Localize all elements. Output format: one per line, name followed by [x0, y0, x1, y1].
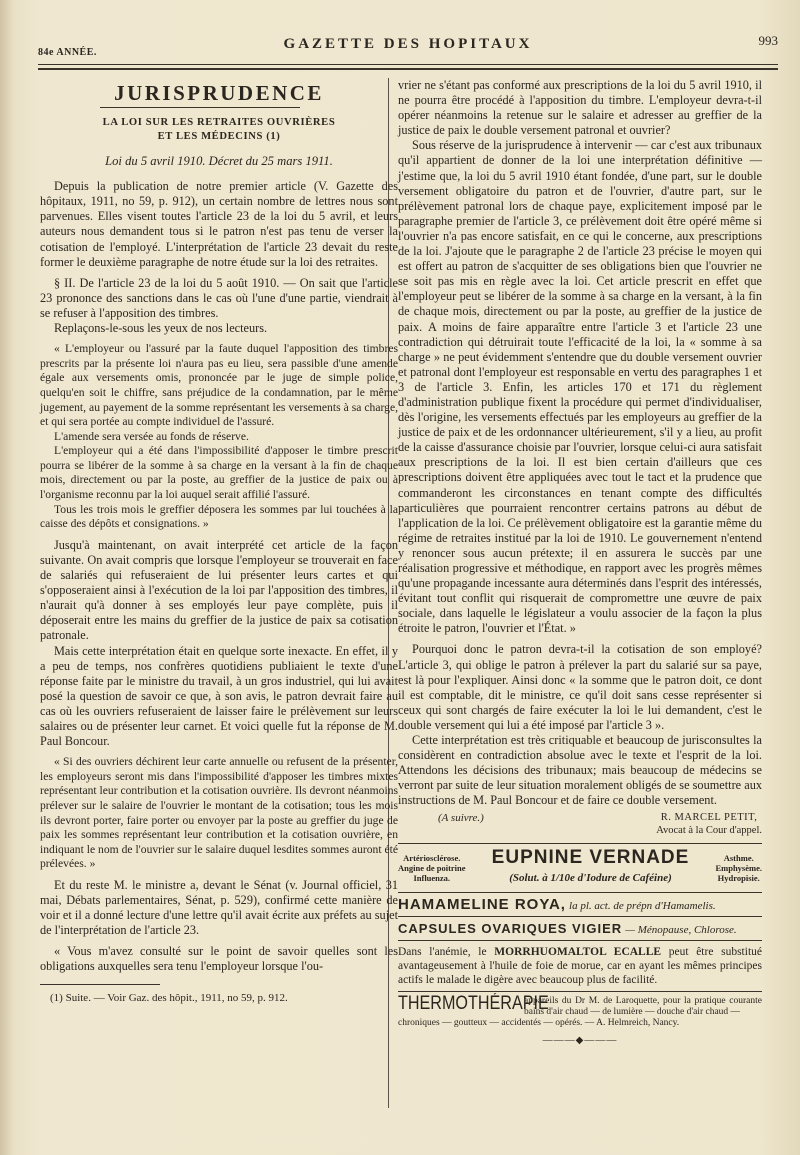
paragraph: Pourquoi donc le patron devra-t-il la cotisation de son employé? L'article 3, qui oblige le patron à prélever la part du salarié sur sa paye, est là pour l'expliquer. Ainsi donc « la somme que le patron doit, ce dont il est comptable, dit le ministre, ce qu'il doit sans cesse représenter si ceux qui sont chargés de faire exécuter la loi le lui demandent, c'est le double versement qui lui a été imposé par l'article 3 ».	[398, 642, 762, 732]
ad-subtext: (Solut. à 1/10e d'Iodure de Caféine)	[509, 871, 672, 884]
header-rule-bottom	[38, 68, 778, 70]
minister-quote: « Si des ouvriers déchirent leur carte annuelle ou refusent de la présenter, les employeurs seront mis dans l'impossibilité d'apposer les timbres mixtes représentant leur contribution et la cotisation ouvrière. Ils devront néanmoins prélever sur le salaire de l'ouvrier le montant de la cotisation; tous les mois ils devront porter, faire porter ou envoyer par la poste au greffier du juge de paix les sommes représentant leur contribution et la cotisation ouvrière, en indiquant le nom de l'ouvrier sur le salaire duquel lesdites sommes auront été prélevées. »	[40, 755, 399, 871]
ad-brand: EUPNINE VERNADE	[491, 846, 690, 868]
ad-eupnine	[398, 843, 762, 888]
ad-brand: HAMAMELINE ROYA,	[398, 895, 566, 913]
ad-brand: MORRHUOMALTOL ECALLE	[494, 945, 662, 958]
ad-text: Angine de poitrine	[398, 862, 466, 873]
section-title: JURISPRUDENCE	[114, 81, 324, 105]
ad-subtext: la pl. act. de prépn d'Hamamelis.	[569, 899, 716, 912]
ad-eupnine-left	[398, 853, 466, 883]
paragraph: Replaçons-le-sous les yeux de nos lecteurs.	[54, 321, 268, 336]
paragraph: Depuis la publication de notre premier article (V. Gazette des hôpitaux, 1911, no 59, p. 912), un certain nombre de lettres nous sont parvenues. Elles visent toutes l'article 23 de la loi du 5 avril, et leurs auteurs nous demandent tous si le patron n'est pas tenu de verser la cotisation de l'employé. L'interprétation de l'article 23 devait du reste former le deuxième paragraphe de notre étude sur la loi des retraites.	[40, 179, 398, 269]
header-rule-top	[38, 64, 778, 65]
page-number: 993	[758, 33, 778, 48]
left-column	[40, 78, 398, 1007]
signature-block	[398, 811, 762, 837]
ad-text: Influenza.	[413, 872, 451, 883]
quote-paragraph: « L'employeur ou l'assuré par la faute duquel l'apposition des timbres prescrits par la présente loi n'aura pas eu lieu, sera passible d'une amende égale aux versements omis, prononcée par le juge de simple police, quelqu'en soit le chiffre, sans préjudice de la condamnation, par le même jugement, au payement de la somme représentant les versements à sa charge, et qui sera portée au compte individuel de l'assuré.	[40, 342, 398, 429]
to-be-continued: (A suivre.)	[438, 811, 484, 824]
law-quote	[40, 342, 398, 532]
author-name: R. MARCEL PETIT,	[660, 811, 758, 823]
right-column	[398, 78, 762, 1048]
year-label: 84e ANNÉE.	[38, 47, 97, 58]
ad-text: Asthme.	[723, 852, 754, 863]
end-ornament: ———◆———	[542, 1034, 618, 1046]
journal-title: GAZETTE DES HOPITAUX	[283, 36, 533, 52]
author-title: Avocat à la Cour d'appel.	[656, 824, 762, 836]
section-rule	[100, 107, 300, 108]
paragraph: Mais cette interprétation était en quelque sorte inexacte. En effet, il y a peu de temps, nos confrères quotidiens publiaient le texte d'une réponse faite par le ministre du travail, à un gros industriel, qui lui avait posé la question de savoir ce que, à son avis, le patron devrait faire au cas où les ouvriers refuseraient de laisser faire le prélèvement sur leurs salaires ou de présenter leur carnet. Et voici quelle fut la réponse de M. Paul Boncour.	[40, 643, 398, 749]
ad-text: Emphysème.	[715, 862, 762, 873]
article-title-line1: LA LOI SUR LES RETRAITES OUVRIÈRES	[102, 117, 336, 129]
quote-paragraph: Tous les trois mois le greffier déposera les sommes par lui touchées à la caisse des dépôts et consignations. »	[40, 502, 398, 531]
ad-eupnine-right	[715, 853, 762, 883]
ad-thermotherapie	[398, 991, 762, 1018]
quote-paragraph: L'employeur qui a été dans l'impossibilité d'apposer le timbre prescrit pourra se libérer de la somme à sa charge en la versant à la fin de chaque mois, directement ou par la poste, au greffier de la justice de paix ou à l'organisme reconnu par la loi auquel serait affilié l'assuré.	[40, 444, 398, 502]
paragraph: vrier ne s'étant pas conformé aux prescriptions de la loi du 5 avril 1910, il ne pourra être procédé à l'apposition du timbre. L'employeur devra-t-il opérer néanmoins la retenue sur le salaire et adresser au greffier de la justice de paix le double versement patronal et ouvrier?	[398, 78, 762, 138]
footnote-rule	[40, 984, 160, 985]
paragraph: Et du reste M. le ministre a, devant le Sénat (v. Journal officiel, 31 mai, Débats parlementaires, Sénat, p. 529), confirmé cette manière de voir et il a donné lecture d'une lettre qu'il avait écrite aux préfets au sujet de l'interprétation de l'article 23.	[40, 877, 398, 938]
ad-brand: CAPSULES OVARIQUES VIGIER	[398, 920, 623, 936]
ad-subtext: — Ménopause, Chlorose.	[625, 923, 737, 936]
article-subtitle: Loi du 5 avril 1910. Décret du 25 mars 1911.	[105, 154, 333, 169]
ad-text: peut être substitué avantageusement à l'huile de foie de morue, car en ayant les mêmes principes actifs le malade le digère avec beaucoup plus de facilité.	[398, 945, 762, 986]
ad-hamameline	[398, 892, 762, 916]
paragraph: Sous réserve de la jurisprudence à intervenir — car c'est aux tribunaux qu'il appartient de donner de la loi une interprétation définitive — j'estime que, la loi du 5 avril 1910 étant fondée, d'une part, sur le double versement obligatoire du patron et de l'ouvrier, d'autre part, sur le prélèvement patronal lors de chaque paye, explicitement imposé par le paragraphe premier de l'article 3, ce prélèvement doit être opéré même si l'ouvrier n'a pas encore satisfait, en ce qui le concerne, aux prescriptions de la loi. J'ajoute que le paragraphe 2 de l'article 23 précise le moyen qui est offert au patron de s'acquitter de ses obligations bien que l'ouvrier ne se soit pas mis en règle avec la loi. Cet article prescrit en effet que l'employeur peut se libérer de la somme à sa charge en la versant, à la fin de chaque mois, directement ou par la poste, au greffier de la justice de paix. A moins de faire apparaître entre l'article 3 et l'article 23 une contradiction qui détruirait toute l'efficacité de la loi, la « somme à sa charge » ne peut évidemment s'entendre que du double versement ouvrier et patronal dont l'employeur est responsable en vertu des paragraphes 1 et 3 de l'article 3. Enfin, les articles 170 et 171 du règlement d'administration publique fixent la procédure qui permet d'individualiser, dès l'origine, les versements effectués par les employeurs au greffier de la justice de paix et de les ordonnancer ultérieurement, s'il y a lieu, au profit de la caisse d'assurance choisie par l'ouvrier, lorsque celui-ci aura satisfait aux prescriptions de la loi. Il est bien certain d'ailleurs que ces prescriptions doivent être appliquées avec tout le tact et la prudence que commanderont les circonstances en tenant compte des difficultés particulières que pourraient rencontrer certains patrons au début de l'application de la loi. Ce prélèvement obligatoire est la garantie même du régime de retraites institué par la loi de 1910. Le gouvernement n'entend y renoncer sous aucun prétexte; il en assurera le succès par une réalisation progressive et méthodique, en rapport avec les progrès mêmes qu'une propagande incessante aura déterminés dans l'esprit des intéressés, évitant tout conflit qui risquerait de compromettre une œuvre de paix sociale, dans laquelle le législateur a voulu associer de la façon la plus étroite le patron, l'ouvrier et l'État. »	[398, 138, 762, 636]
paragraph: « Vous m'avez consulté sur le point de savoir quelles sont les obligations auxquelles sera tenu l'employeur lorsque l'ou-	[40, 944, 398, 974]
footnote: (1) Suite. — Voir Gaz. des hôpit., 1911, no 59, p. 912.	[50, 992, 288, 1005]
ad-brand: THERMOTHÉRAPIE	[398, 992, 549, 1014]
paragraph: Cette interprétation est très critiquable et beaucoup de jurisconsultes la considèrent en contradiction absolue avec le texte et l'esprit de la loi. Attendons les décisions des tribunaux; mais beaucoup de médecins se verront par suite de leur situation moralement obligés de se soumettre aux instructions de M. Paul Boncour et de faire ce double versement.	[398, 733, 762, 808]
paragraph: Jusqu'à maintenant, on avait interprété cet article de la façon suivante. On avait compris que lorsque l'employeur se trouverait en face de salariés qui refuseraient de lui présenter leurs cartes et qui s'opposeraient ainsi à l'exécution de la loi par l'apposition des timbres, il n'aurait qu'à donner à ses employés leur paye complète, puis il déposerait entre les mains du greffier de la justice de paix sa cotisation patronale.	[40, 537, 398, 643]
ad-text: Dans l'anémie, le	[398, 945, 487, 958]
ad-text: Hydropisie.	[717, 872, 760, 883]
ad-text: Artériosclérose.	[403, 852, 461, 863]
author	[656, 811, 762, 837]
paragraph: § II. De l'article 23 de la loi du 5 août 1910. — On sait que l'article 23 prononce des sanctions dans le cas où l'une d'une partie, viendrait à se refuser à l'apposition des timbres.	[40, 275, 398, 320]
ad-eupnine-name	[492, 848, 690, 888]
ad-thermotherapie-line2: chroniques — goutteux — accidentés — opérés. — A. Helmreich, Nancy.	[398, 1017, 680, 1028]
article-title	[40, 116, 398, 144]
page-header	[38, 24, 778, 74]
ad-morrhuomaltol	[398, 940, 762, 991]
ad-capsules	[398, 916, 762, 940]
ad-text: appareils du Dr M. de Laroquette, pour la pratique courante bains d'air chaud — de lumière — douche d'air chaud —	[524, 995, 762, 1017]
quote-paragraph: L'amende sera versée au fonds de réserve.	[54, 429, 249, 443]
article-title-line2: ET LES MÉDECINS (1)	[157, 131, 281, 143]
